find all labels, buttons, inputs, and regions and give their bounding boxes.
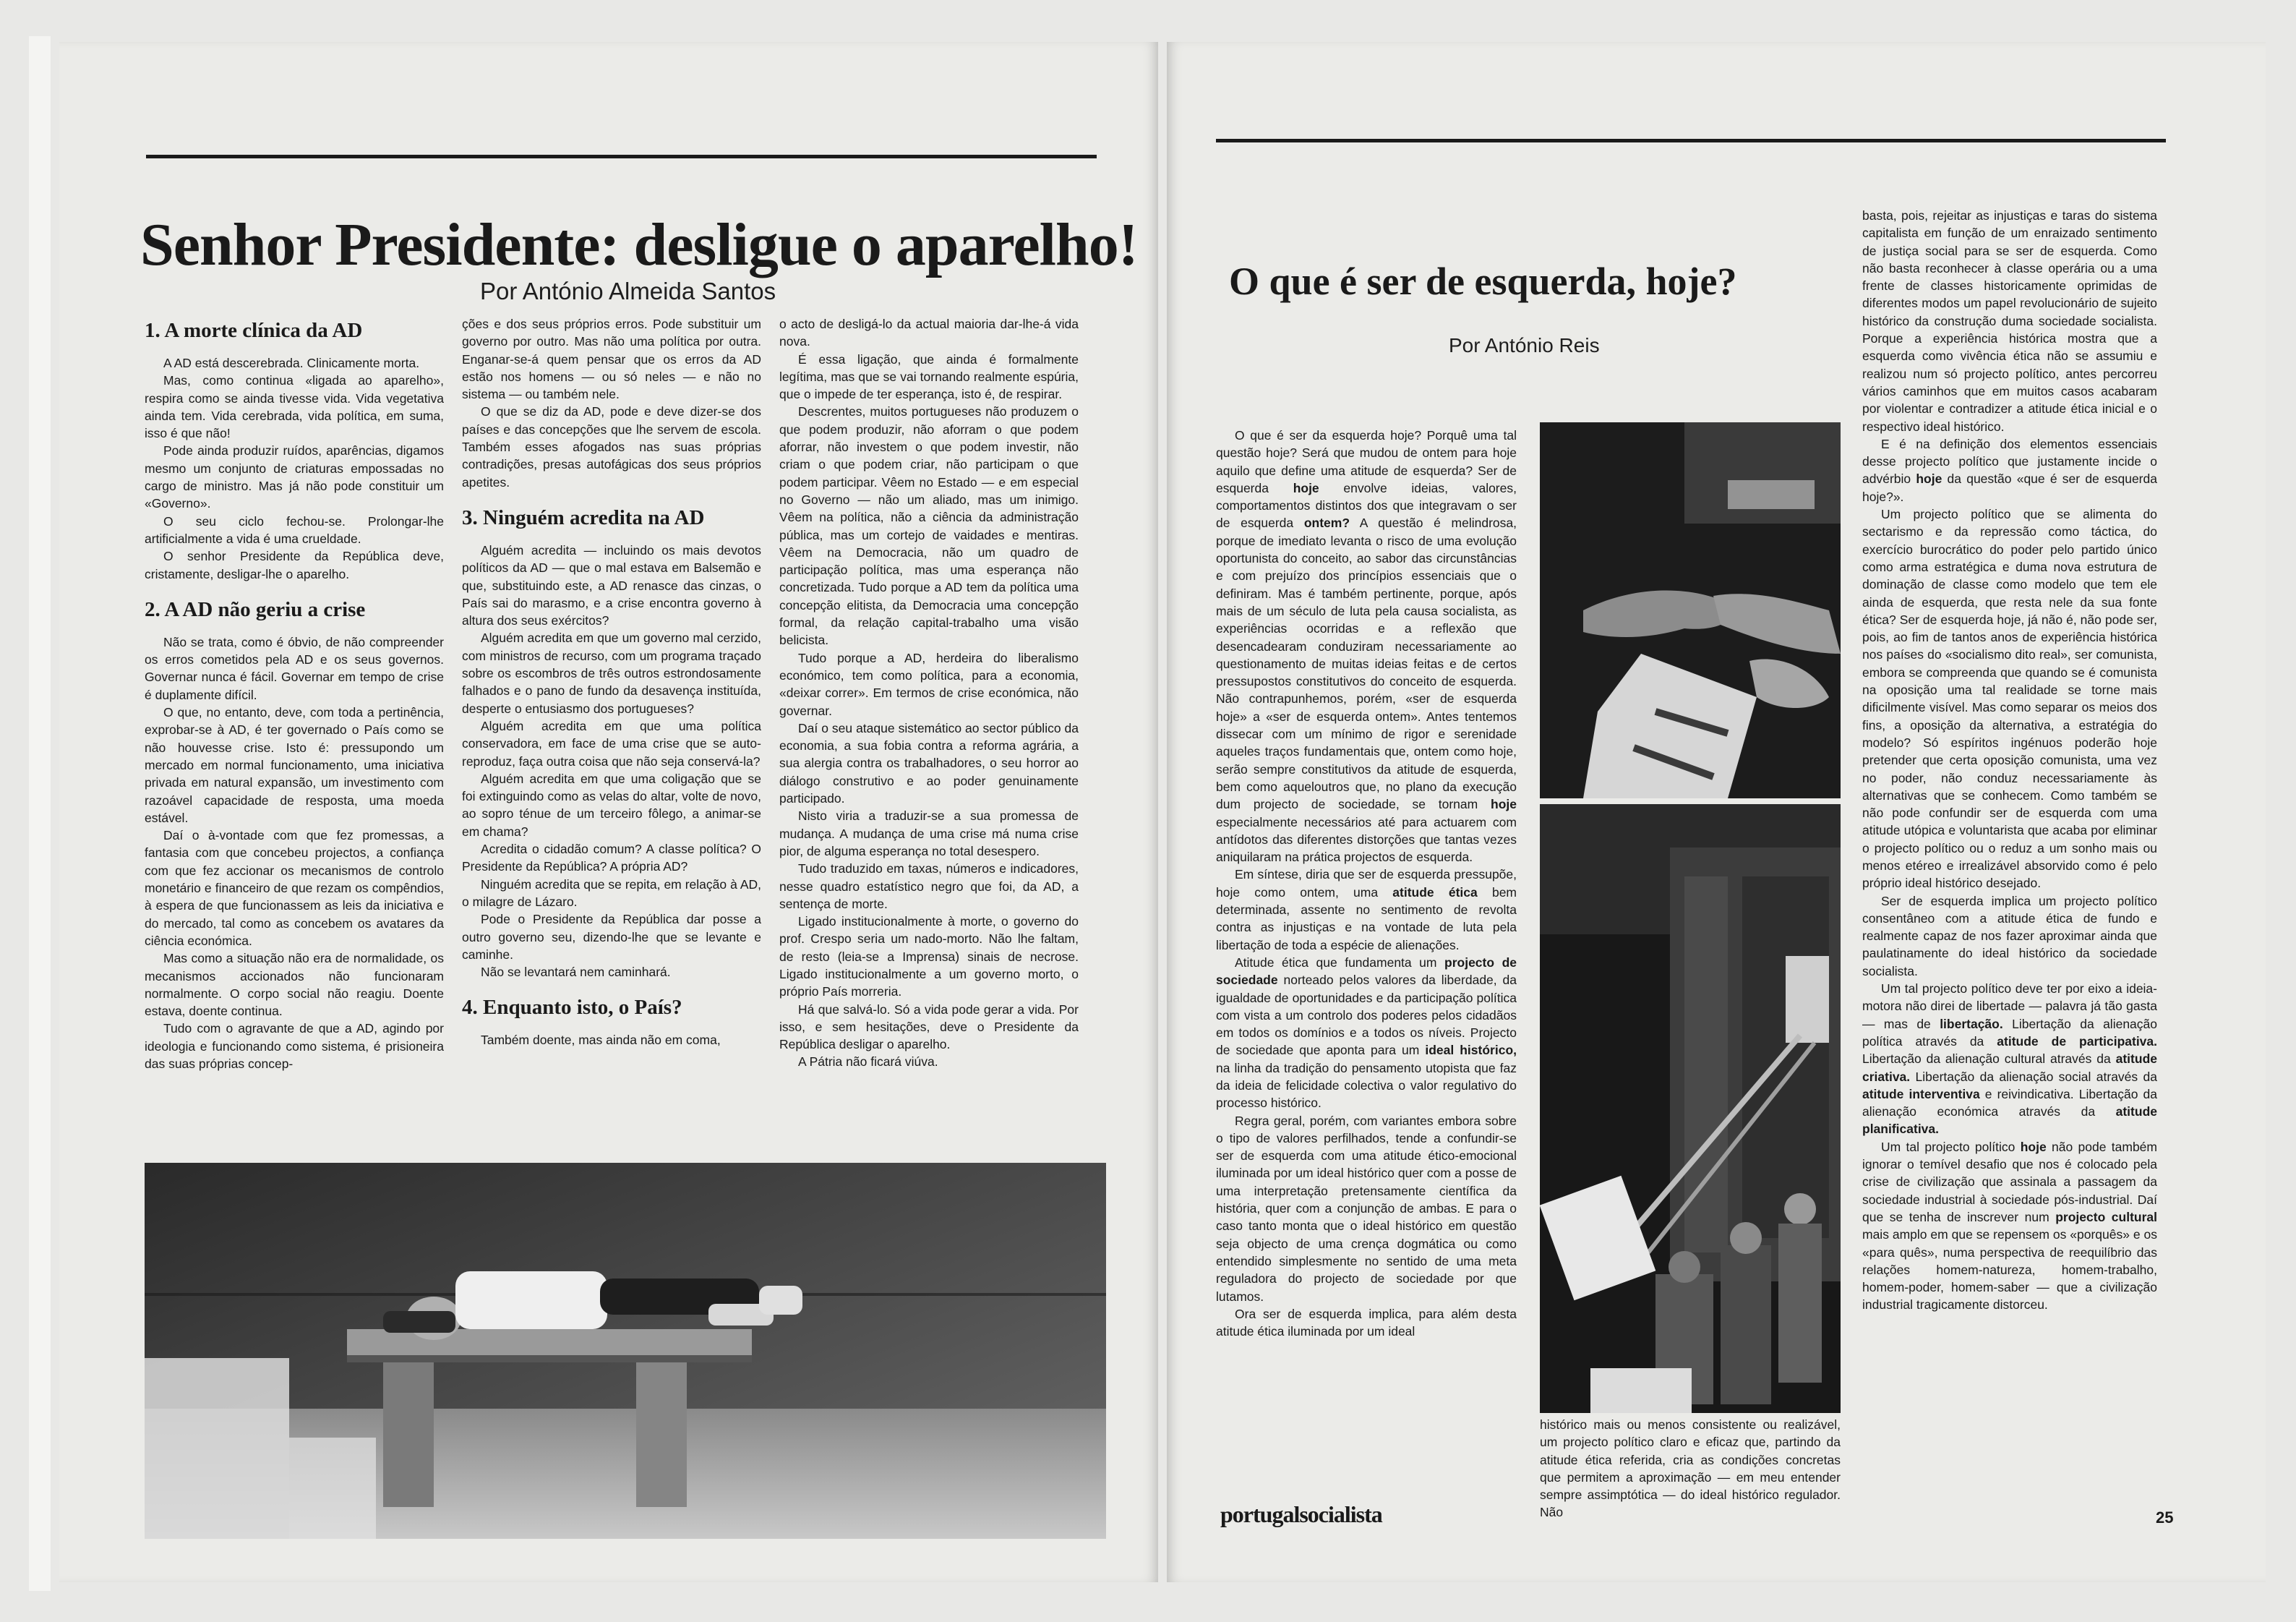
paragraph: basta, pois, rejeitar as injustiças e taras do sistema capitalista em função de um enraizado sentimento de justiça social para se ser de esquerda. Como não basta reconhecer à classe operária ou a uma frente de classes historicamente oprimidas de diferentes modos um papel revolucionário de sujeito histórico da construção duma sociedade socialista. Porque a experiência histórica mostra que a esquerda como vivência ética não se assumiu e realizou num só projecto político, antes percorreu vários caminhos que em muitos casos acabaram por violentar e contradizer a atitude ética inicial e o respectivo ideal histórico. — [1862, 208, 2157, 434]
paragraph: Acredita o cidadão comum? A classe política? O Presidente da República? A própria AD? — [462, 842, 761, 874]
paragraph: Também doente, mas ainda não em coma, — [481, 1033, 721, 1048]
paragraph: Ligado institucionalmente à morte, o governo do prof. Crespo seria um nado-morto. Não lhe faltam, de resto (leia-se a Imprensa) sinais de necrose. Ligado institucionalmente a um governo morto, o próprio País morreria. — [779, 914, 1079, 999]
paragraph: Ser de esquerda implica um projecto político consentâneo com a atitude ética de fundo e realmente capaz de nos fazer aproximar ainda que paulatinamente do ideal histórico da sociedade socialista. — [1862, 893, 2157, 978]
top-rule — [1216, 139, 2166, 142]
article-column-1 — [145, 318, 444, 1072]
text-span: e reivindicativa. Libertação da alienação económica através da — [1862, 1086, 2157, 1119]
paragraph: Pode ainda produzir ruídos, aparências, digamos mesmo um conjunto de criaturas empossadas no cargo de ministro. Mas já não pode constituir um «Governo». — [145, 443, 444, 511]
text-span: Em síntese, diria que ser de esquerda pressupõe, hoje como ontem, uma — [1216, 867, 1517, 900]
paragraph: Alguém acredita em que uma política conservadora, em face de uma crise que se auto-reproduz, faça outra coisa que não seja conservá-la? — [462, 718, 761, 769]
paragraph: Não se trata, como é óbvio, de não compreender os erros cometidos pela AD e os seus governos. Governar nunca é fácil. Governar em tempo de crise é duplamente difícil. — [145, 634, 444, 702]
text-span: Libertação da alienação cultural através da — [1862, 1051, 2116, 1067]
emphasis: ontem? — [1303, 516, 1350, 531]
paragraph: Mas, como continua «ligada ao aparelho», respira como se ainda tivesse vida. Vida vegetativa ainda tem. Vida cerebrada, vida política, em suma, isso é que não! — [145, 373, 444, 441]
paragraph: histórico mais ou menos consistente ou realizável, um projecto político claro e eficaz que, partindo da atitude ética referida, cria as condições concretas que permitem a aproximação — em meu entender sempre assimptótica — do ideal histórico regulador. Não — [1540, 1417, 1841, 1520]
article-column-c — [1862, 207, 2157, 1314]
emphasis: projecto de sociedade — [1216, 955, 1517, 988]
article-column-b — [1540, 1416, 1841, 1521]
emphasis: hoje — [1491, 797, 1517, 812]
paragraph: O senhor Presidente da República deve, cristamente, desligar-lhe o aparelho. — [145, 549, 444, 581]
section-heading: 4. Enquanto isto, o País? — [462, 996, 682, 1020]
text-span: da questão «que é ser de esquerda hoje?». — [1862, 471, 2157, 504]
article-column-3 — [779, 315, 1079, 1071]
paragraph: A Pátria não ficará viúva. — [798, 1054, 938, 1070]
paragraph: Tudo com o agravante de que a AD, agindo por ideologia e funcionando como sistema, é prisioneira das suas próprias concep- — [145, 1021, 444, 1071]
paragraph: A AD está descerebrada. Clinicamente morta. — [163, 356, 420, 370]
paragraph: Há que salvá-lo. Só a vida pode gerar a vida. Por isso, e sem hesitações, deve o Presidente da República desligar o aparelho. — [779, 1002, 1079, 1052]
paragraph: Um projecto político que se alimenta do sectarismo e da repressão como táctica, do exercício burocrático do poder pelo partido único como arma estratégica e duma nova estrutura de dominação de classe como modelo que tem ele ainda de esquerda, que resta nele da sua fonte ética? Ser de esquerda hoje, já não é, não pode ser, pois, ao fim de tantos anos de experiência histórica nos países do «socialismo dito real», ser comunista, embora se compreenda que quando se é comunista na oposição uma tal realidade se torne mais dificilmente visível. Mas como separar os meios dos fins, a oposição da alternativa, a estratégia do modelo? Só espíritos ingénuos poderão hoje pretender que certa oposição comunista, uma vez no poder, não conduz necessariamente às alternativas que se conhecem. Como também se não pode confundir ser de esquerda com uma atitude utópica e voluntarista que acaba por eliminar o projecto político ou o reduz a um sonho mais ou menos etéreo e irrealizável absorvido como é pelo próprio ideal histórico desejado. — [1862, 507, 2157, 891]
text-span: na linha da tradição do pensamento utopista que faz da ideia de felicidade colectiva o valor regulativo do processo histórico. — [1216, 1060, 1517, 1111]
byline: Por António Almeida Santos — [480, 278, 776, 304]
emphasis: hoje — [2020, 1139, 2047, 1154]
paragraph: O que se diz da AD, pode e deve dizer-se dos países e das concepções que lhe servem de escola. Também esses afogados nas suas próprias contradições, presas autofágicas dos seus próprios apetites. — [462, 404, 761, 490]
photo-hands-exchanging — [1540, 422, 1841, 798]
paragraph: Descrentes, muitos portugueses não produzem o que podem produzir, não aforram o que podem aforrar, não investem o que podem investir, não criam o que podem criar, não participam o que podem participar. Vêem no Estado — e em especial no Governo — não um aliado, mas um inimigo. Vêem na política, não a ciência da administração pública, mas um cortejo de vaidades e mentiras. Vêem na Democracia, não um quadro de participação política, mas uma esperança não concretizada. Tudo porque a AD tem da política uma concepção elitista, da Democracia uma concepção formal, da relação capital-trabalho uma visão belicista. — [779, 404, 1079, 648]
text-span: não pode também ignorar o temível desafio que nos é colocado pela crise de civilização que assinala a passagem da sociedade industrial à sociedade pós-industrial. Daí que se tenha de inscrever num — [1862, 1139, 2157, 1224]
left-page — [59, 42, 1158, 1582]
text-span: bem determinada, assente no sentimento de revolta contra as injustiças e na vontade de luta pela libertação de toda a espécie de alienações. — [1216, 884, 1517, 952]
text-span: A questão é melindrosa, porque de imediato levanta o risco de uma evolução oportunista do conceito, ao sabor das circunstâncias e com prejuízo dos princípios essenciais que o definiram. Mas é também pertinente, porque, após mais de um século de luta pela causa socialista, as experiências ocorridas e a reflexão que desencadearam conduziram necessariamente ao questionamento de muitas ideias feitas e de certos pressupostos constitutivos do conceito de esquerda. Não contrapunhemos, porém, «ser de esquerda hoje» a «ser de esquerda ontem». Antes tentemos dissecar com um mínimo de rigor e serenidade aqueles traços fundamentais que, ontem como hoje, serão sempre constitutivos da atitude de esquerda, bem como aqueloutros que, no plano da execução dum projecto de sociedade, se tornam — [1216, 516, 1517, 812]
paragraph: Tudo porque a AD, herdeira do liberalismo económico, tem como política, para a economia, «deixar correr». Em termos de crise económica, não governar. — [779, 650, 1079, 718]
headline: O que é ser de esquerda, hoje? — [1229, 260, 1737, 303]
paragraph: Não se levantará nem caminhará. — [481, 965, 671, 980]
emphasis: atitude planificativa. — [1862, 1104, 2157, 1137]
paragraph: o acto de desligá-lo da actual maioria dar-lhe-á vida nova. — [779, 317, 1079, 349]
section-heading: 2. A AD não geriu a crise — [145, 597, 366, 621]
article-column-a — [1216, 427, 1517, 1340]
photo-man-sleeping-on-bench — [145, 1163, 1106, 1539]
text-span: E é na definição dos elementos essenciais desse projecto político que justamente incide o advérbio — [1862, 436, 2157, 487]
text-span: Um tal projecto político — [1881, 1139, 2021, 1154]
text-span: Um tal projecto político deve ter por eixo a ideia-motora não direi de libertade — palavra já tão gasta — mas de — [1862, 981, 2157, 1031]
emphasis: projecto cultural — [2055, 1209, 2157, 1224]
emphasis: hoje — [1916, 471, 1942, 487]
paragraph: Ora ser de esquerda implica, para além desta atitude ética iluminada por um ideal — [1216, 1306, 1517, 1339]
emphasis: atitude ética — [1392, 884, 1478, 900]
emphasis: libertação. — [1940, 1016, 2003, 1031]
paragraph: Tudo traduzido em taxas, números e indicadores, nesse quadro estatístico negro que foi, da AD, a sentença de morte. — [779, 861, 1079, 911]
byline: Por António Reis — [1449, 334, 1600, 357]
text-span: especialmente necessários até para actuarem com antídotos das diferentes distorções que tantas vezes aniquilaram na prática projectos de esquerda. — [1216, 814, 1517, 865]
top-rule — [146, 155, 1097, 158]
paragraph: Daí o seu ataque sistemático ao sector público da economia, a sua fobia contra a reforma agrária, a sua alergia contra os trabalhadores, o seu horror ao diálogo construtivo e ao poder genuinamente participado. — [779, 720, 1079, 806]
section-heading: 1. A morte clínica da AD — [145, 319, 363, 342]
paragraph: O que, no entanto, deve, com toda a pertinência, exprobar-se à AD, é ter governado o País como se não houvesse crise. Isto é: pressupondo um mercado em normal funcionamento, uma iniciativa privada em natural expansão, um investimento com razoável capacidade de resposta, uma moeda estável. — [145, 705, 444, 825]
paragraph: O seu ciclo fechou-se. Prolongar-lhe artificialmente a vida é uma crueldade. — [145, 513, 444, 546]
emphasis: atitude criativa. — [1862, 1051, 2157, 1084]
paragraph: É essa ligação, que ainda é formalmente legítima, mas que se vai tornando realmente espúria, que o impede de ter esperança, isto é, de respirar. — [779, 351, 1079, 402]
headline: Senhor Presidente: desligue o aparelho! — [140, 211, 1138, 278]
paragraph: Mas como a situação não era de normalidade, os mecanismos accionados não funcionaram normalmente. O corpo social não reagiu. Doente estava, doente continua. — [145, 951, 444, 1019]
page-stack-edge — [29, 36, 51, 1591]
emphasis: atitude de participativa. — [1997, 1033, 2158, 1049]
emphasis: hoje — [1293, 480, 1319, 495]
right-page — [1167, 42, 2266, 1582]
emphasis: ideal histórico, — [1425, 1043, 1517, 1058]
text-span: O que é ser da esquerda hoje? Porquê uma tal questão hoje? Será que mudou de ontem para hoje aquilo que define uma atitude de esquerda? Ser de esquerda — [1216, 428, 1517, 495]
paragraph: ções e dos seus próprios erros. Pode substituir um governo por outro. Mas não uma política por outra. Enganar-se-á quem pensar que os erros da AD estão nos homens — ou só neles — e não no sistema — ou também nele. — [462, 317, 761, 402]
paragraph: Ninguém acredita que se repita, em relação à AD, o milagre de Lázaro. — [462, 876, 761, 909]
paragraph: Alguém acredita em que um governo mal cerzido, com ministros de recurso, com um programa traçado sobre os escombros de três outros estrondosamente falhados e o pano de fundo da desavença instituída, desperte o entusiasmo dos portugueses? — [462, 631, 761, 716]
paragraph: Nisto viria a traduzir-se a sua promessa de mudança. A mudança de uma crise má numa crise pior, de alguma esperança no total desespero. — [779, 808, 1079, 858]
photo-street-poster-scene — [1540, 804, 1841, 1413]
paragraph: Regra geral, porém, com variantes embora sobre o tipo de valores perfilhados, tende a confundir-se ser de esquerda com uma atitude ético-emocional iluminada por um ideal histórico quer com a posse de uma interpretação pretensamente científica da história, quer com a conjunção de ambas. E para o caso tanto monta que o ideal histórico em questão seja objecto de uma crença dogmática ou como entendido simplesmente no sentido de uma meta reguladora do projecto de sociedade por que lutamos. — [1216, 1113, 1517, 1304]
text-span: mais amplo em que se repensem os «porquês» e os «para quês», numa perspectiva de reequilíbrio das relações homem-natureza, homem-trabalho, homem-poder, homem-saber — que a civilização industrial tragicamente distorceu. — [1862, 1227, 2157, 1312]
article-column-2 — [462, 315, 761, 1049]
footer-brand: portugalsocialista — [1220, 1501, 1382, 1527]
emphasis: atitude interventiva — [1862, 1086, 1980, 1101]
paragraph: Pode o Presidente da República dar posse a outro governo seu, dizendo-lhe que se levante e caminhe. — [462, 912, 761, 962]
paragraph: Daí o à-vontade com que fez promessas, a fantasia com que concebeu projectos, a confiança com que fez accionar os mecanismos de controlo monetário e financeiro de que rezam os compêndios, à espera de que funcionassem as leis da iniciativa e do mercado, tal como as concebem os avatares da ciência económica. — [145, 828, 444, 948]
text-span: Libertação da alienação social através da — [1910, 1069, 2157, 1084]
paragraph: Alguém acredita — incluindo os mais devotos políticos da AD — que o mal estava em Balsemão e que, substituindo este, a AD renasce das cinzas, o País sai do marasmo, e a crise encontra governo à altura dos seus exércitos? — [462, 542, 761, 628]
text-span: envolve ideias, valores, comportamentos distintos dos que integravam o ser de esquerda — [1216, 480, 1517, 531]
section-heading: 3. Ninguém acredita na AD — [462, 505, 705, 529]
text-span: norteado pelos valores da liberdade, da igualdade de oportunidades e da participação política com vista a um controlo dos poderes pelos cidadãos em todos os domínios e a todos os níveis. Projecto de sociedade que aponta para um — [1216, 973, 1517, 1058]
page-number: 25 — [2156, 1508, 2174, 1527]
text-span: Libertação da alienação política através da — [1862, 1016, 2157, 1049]
paragraph: Alguém acredita em que uma coligação que se foi extinguindo como as velas do altar, volte de novo, ao sopro ténue de um terceiro fôlego, a animar-se em chama? — [462, 771, 761, 839]
text-span: Atitude ética que fundamenta um — [1235, 955, 1445, 970]
